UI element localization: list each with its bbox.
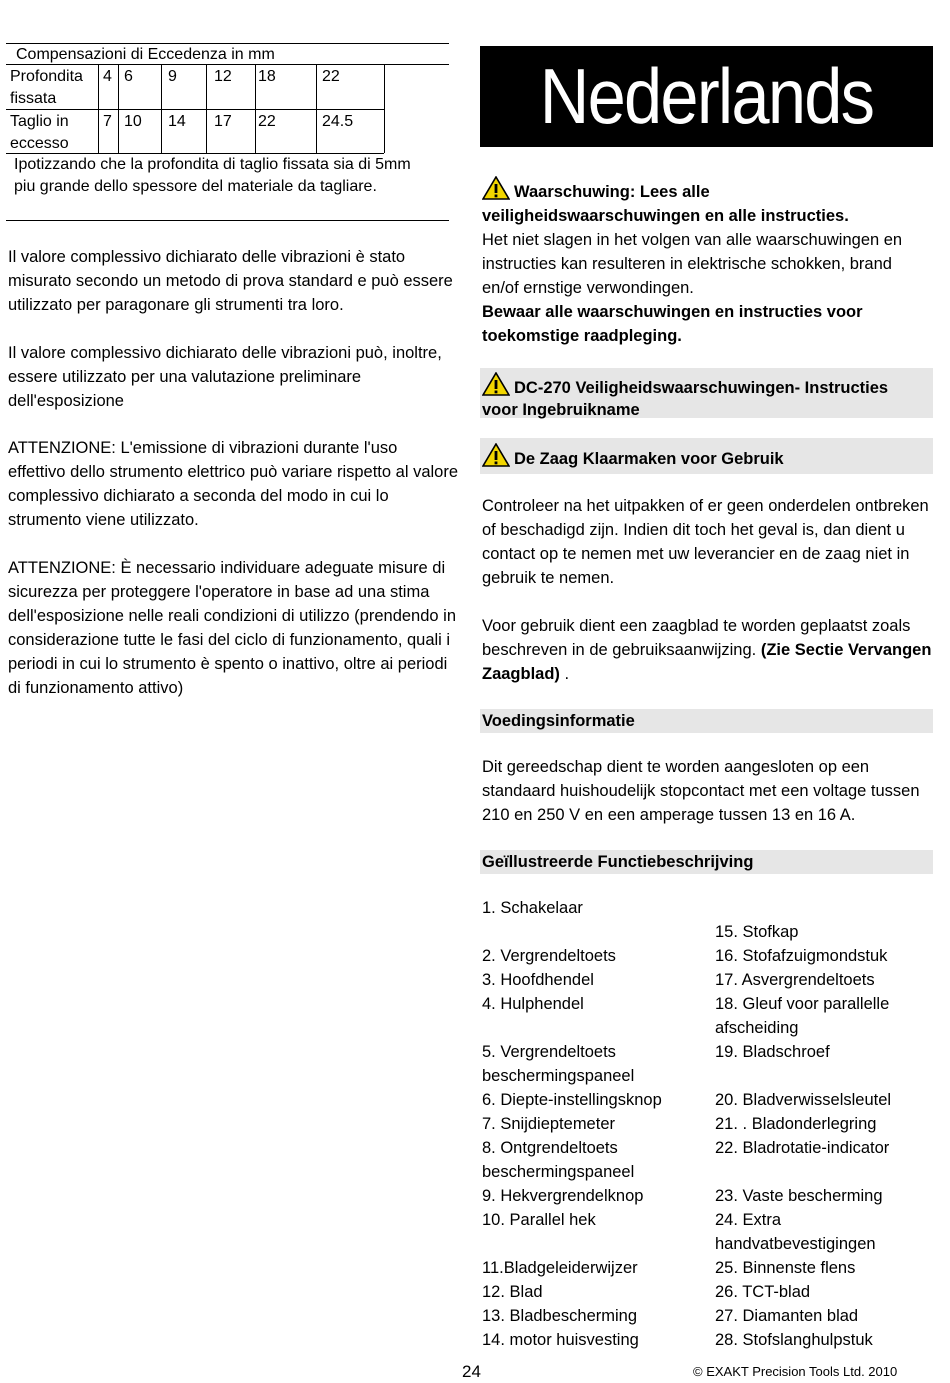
- section-title-functions: Geïllustreerde Functiebeschrijving: [482, 853, 754, 871]
- section-bar-power: [480, 709, 933, 733]
- section-bar-dc270: [480, 368, 933, 418]
- list-item: 2. Vergrendeltoets: [482, 947, 616, 965]
- list-item: 15. Stofkap: [715, 923, 799, 941]
- prep-text: Voor gebruik dient een zaagblad te worden geplaatst zoals beschreven in de gebruiksaanwijzing.: [482, 617, 911, 659]
- list-item: 14. motor huisvesting: [482, 1331, 639, 1349]
- list-item: 22. Bladrotatie-indicator: [715, 1139, 890, 1157]
- section-bar-functions: [480, 850, 933, 874]
- list-item: 26. TCT-blad: [715, 1283, 811, 1301]
- language-banner: [480, 46, 933, 147]
- table-cell: 12: [214, 68, 232, 85]
- row1-label-cont: fissata: [10, 90, 57, 107]
- row1-label: Profondita: [10, 68, 83, 85]
- warning-triangle-icon: [482, 372, 510, 396]
- warning-heading: Waarschuwing: Lees alle: [514, 183, 710, 201]
- table-cell: 7: [103, 113, 112, 130]
- list-item: 18. Gleuf voor parallelle: [715, 995, 890, 1013]
- copyright-notice: © EXAKT Precision Tools Ltd. 2010: [693, 1364, 898, 1379]
- table-cell: 9: [168, 68, 177, 85]
- list-item: 1. Schakelaar: [482, 899, 583, 917]
- list-item: beschermingspaneel: [482, 1163, 635, 1181]
- page-number: 24: [462, 1362, 481, 1381]
- warning-keep-instructions: Bewaar alle waarschuwingen en instructies voor toekomstige raadpleging.: [482, 303, 863, 345]
- list-item: 28. Stofslanghulpstuk: [715, 1331, 873, 1349]
- banner-title: Nederlands: [539, 52, 874, 140]
- compensation-table: [6, 43, 449, 223]
- warning-triangle-icon: [482, 176, 510, 200]
- row2-label: Taglio in: [10, 113, 69, 130]
- list-item: 11.Bladgeleiderwijzer: [482, 1259, 638, 1277]
- list-item: 9. Hekvergrendelknop: [482, 1187, 644, 1205]
- table-note-cont: piu grande dello spessore del materiale da tagliare.: [14, 178, 377, 195]
- section-title-dc270: DC-270 Veiligheidswaarschuwingen- Instructies: [514, 379, 889, 397]
- list-item: 10. Parallel hek: [482, 1211, 596, 1229]
- section-title-prep: De Zaag Klaarmaken voor Gebruik: [514, 450, 784, 468]
- left-column: [0, 0, 460, 1383]
- caution-paragraph: ATTENZIONE: L'emissione di vibrazioni durante l'uso effettivo dello strumento elettrico può variare rispetto al valore complessivo dichiarato a seconda del modo in cui lo strumento viene utilizzato.: [8, 439, 459, 529]
- list-item: 5. Vergrendeltoets: [482, 1043, 616, 1061]
- list-item: 3. Hoofdhendel: [482, 971, 594, 989]
- prep-paragraph: Controleer na het uitpakken of er geen onderdelen ontbreken of beschadigd zijn. Indien dit toch het geval is, dan dient u contact op te nemen met uw leverancier en de zaag niet in gebruik te nemen.: [482, 497, 929, 587]
- list-item: 13. Bladbescherming: [482, 1307, 638, 1325]
- section-bar-prep: [480, 438, 933, 474]
- table-cell: 24.5: [322, 113, 354, 130]
- warning-text: Het niet slagen in het volgen van alle waarschuwingen en instructies kan resulteren in elektrische schokken, brand en/of ernstige verwondingen.: [482, 231, 903, 297]
- list-item: beschermingspaneel: [482, 1067, 635, 1085]
- section-reference: (Zie Sectie Vervangen Zaagblad): [482, 641, 932, 683]
- warning-heading-cont: veiligheidswaarschuwingen en alle instructies.: [482, 207, 849, 225]
- list-item: 21. . Bladonderlegring: [715, 1115, 877, 1133]
- prep-paragraph-blade: [482, 614, 932, 686]
- list-item: 24. Extra: [715, 1211, 782, 1229]
- table-cell: 22: [258, 113, 276, 130]
- table-cell: 14: [168, 113, 186, 130]
- list-item: 16. Stofafzuigmondstuk: [715, 947, 888, 965]
- list-item: 4. Hulphendel: [482, 995, 584, 1013]
- list-item: 7. Snijdieptemeter: [482, 1115, 615, 1133]
- prep-text-end: .: [559, 665, 570, 683]
- warning-block: [482, 176, 932, 348]
- list-item: 25. Binnenste flens: [715, 1259, 856, 1277]
- row2-label-cont: eccesso: [10, 135, 69, 152]
- list-item: 20. Bladverwisselsleutel: [715, 1091, 892, 1109]
- table-cell: 4: [103, 68, 112, 85]
- power-paragraph: Dit gereedschap dient te worden aangesloten op een standaard huishoudelijk stopcontact met een voltage tussen 210 en 250 V en een amperage tussen 13 en 16 A.: [482, 758, 920, 824]
- list-item: 17. Asvergrendeltoets: [715, 971, 875, 989]
- caution-paragraph: ATTENZIONE: È necessario individuare adeguate misure di sicurezza per proteggere l'operatore in base ad una stima dell'esposizione nelle reali condizioni di utilizzo (prendendo in considerazione tutte le fasi del ciclo di funzionamento, quali i periodi in cui lo strumento è spento o inattivo, oltre ai periodi di funzionamento attivo): [8, 559, 457, 697]
- table-cell: 17: [214, 113, 232, 130]
- section-title-power: Voedingsinformatie: [482, 712, 635, 730]
- list-item: handvatbevestigingen: [715, 1235, 876, 1253]
- list-item: 6. Diepte-instellingsknop: [482, 1091, 662, 1109]
- table-cell: 18: [258, 68, 276, 85]
- list-item: 12. Blad: [482, 1283, 543, 1301]
- list-item: 27. Diamanten blad: [715, 1307, 859, 1325]
- section-title-dc270-cont: voor Ingebruikname: [482, 401, 640, 419]
- list-item: 8. Ontgrendeltoets: [482, 1139, 618, 1157]
- list-item: 23. Vaste bescherming: [715, 1187, 883, 1205]
- table-note: Ipotizzando che la profondita di taglio fissata sia di 5mm: [14, 156, 411, 173]
- vibration-paragraph: Il valore complessivo dichiarato delle vibrazioni può, inoltre, essere utilizzato per una valutazione preliminare dell'esposizione: [8, 344, 442, 410]
- table-title: Compensazioni di Eccedenza in mm: [16, 46, 275, 63]
- list-item: 19. Bladschroef: [715, 1043, 830, 1061]
- table-cell: 6: [124, 68, 133, 85]
- vibration-paragraph: Il valore complessivo dichiarato delle vibrazioni è stato misurato secondo un metodo di prova standard e può essere utilizzato per paragonare gli strumenti tra loro.: [8, 248, 453, 314]
- table-cell: 22: [322, 68, 340, 85]
- table-cell: 10: [124, 113, 142, 130]
- warning-triangle-icon: [482, 443, 510, 467]
- list-item: afscheiding: [715, 1019, 799, 1037]
